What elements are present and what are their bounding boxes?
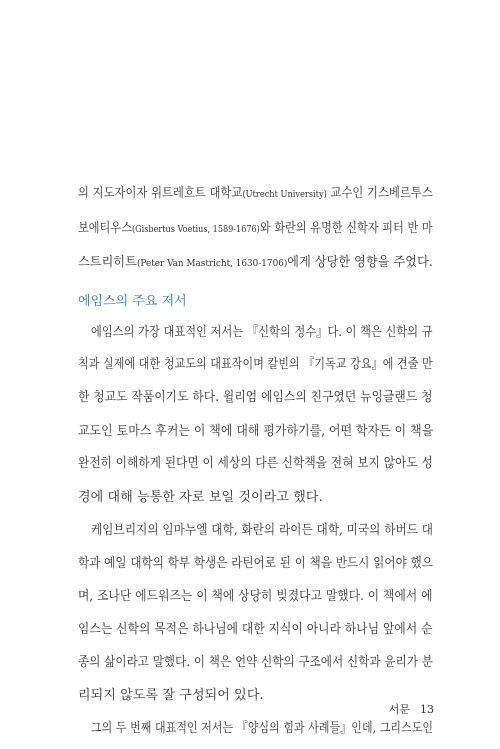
body-line: 교도인 토마스 후커는 이 책에 대해 평가하기를, 어떤 학자든 이 책을 <box>78 424 434 439</box>
text-run: 보에티우스 <box>78 221 133 236</box>
body-line: 임스는 신학의 목적은 하나님에 대한 지식이 아니라 하나님 앞에서 순 <box>78 622 433 637</box>
body-line: 칙과 실제에 대한 청교도의 대표작이며 칼빈의 『기독교 강요』에 견줄 만 <box>78 357 433 372</box>
body-line: 에임스의 가장 대표적인 저서는 『신학의 정수』다. 이 책은 신학의 규 <box>91 325 433 340</box>
text-run: 스트리히트 <box>78 255 137 270</box>
body-line: 케임브리지의 임마누엘 대학, 화란의 라이든 대학, 미국의 하버드 대 <box>91 523 434 538</box>
citation-run: (Peter Van Mastricht, 1630-1706) <box>136 258 288 269</box>
body-line: 그의 두 번째 대표적인 저서는 『양심의 힘과 사례들』인데, 그리스도인 <box>91 721 434 736</box>
body-line: 완전히 이해하게 된다면 이 세상의 다른 신학책을 전혀 보지 않아도 성 <box>78 456 433 471</box>
body-line: 종의 삶이라고 말했다. 이 책은 언약 신학의 구조에서 신학과 윤리가 분 <box>78 655 433 670</box>
page-footer <box>389 702 434 718</box>
body-line: 학과 예일 대학의 학부 학생은 라틴어로 된 이 책을 반드시 읽어야 했으 <box>78 556 433 571</box>
body-line: 경에 대해 능통한 자로 보일 것이라고 했다. <box>78 490 323 505</box>
footer-section-label: 서문 <box>388 703 410 716</box>
body-line <box>78 184 433 205</box>
section-heading: 에임스의 주요 저서 <box>78 294 187 309</box>
text-run: 와 화란의 유명한 신학자 피터 반 마 <box>259 221 433 236</box>
body-line: 한 청교도 작품이기도 하다. 윌리엄 에임스의 친구였던 뉴잉글랜드 청 <box>78 390 433 405</box>
text-run: 에게 상당한 영향을 주었다. <box>287 255 433 270</box>
text-run: 교수인 기스베르투스 <box>326 186 433 201</box>
page-number: 13 <box>420 703 434 716</box>
body-line: 며, 조나단 에드워즈는 이 책에 상당히 빚졌다고 말했다. 이 책에서 에 <box>78 589 433 604</box>
citation-run: (Gisbertus Voetius, 1589-1676) <box>132 224 260 235</box>
body-line <box>78 253 433 274</box>
text-run: 의 지도자이자 위트레흐트 대학교 <box>78 186 243 201</box>
citation-run: (Utrecht University) <box>242 189 327 200</box>
body-line <box>78 219 433 240</box>
body-line: 리되지 않도록 잘 구성되어 있다. <box>78 688 264 703</box>
